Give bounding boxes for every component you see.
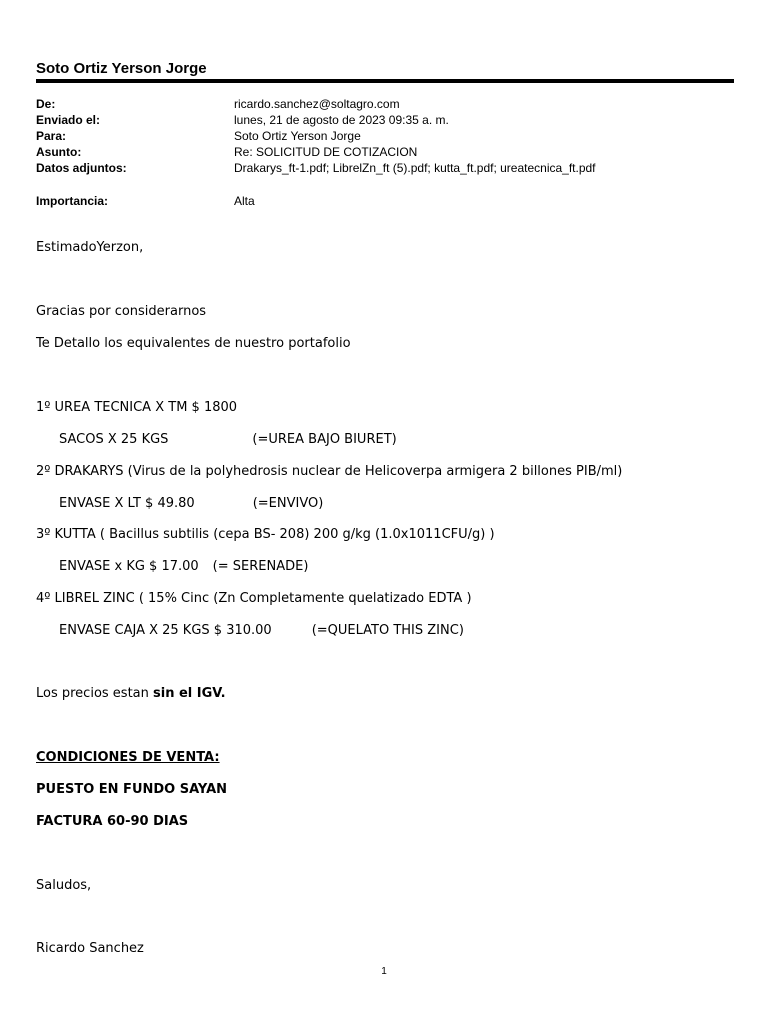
- header-label: Importancia:: [36, 194, 109, 208]
- header-label: De:: [36, 97, 56, 111]
- item-detail: ENVASE x KG $ 17.00: [59, 559, 199, 574]
- header-label: Asunto:: [36, 145, 82, 159]
- header-label: Para:: [36, 129, 67, 143]
- item-detail-line: [59, 623, 464, 639]
- item-equivalent: (=ENVIVO): [252, 496, 324, 511]
- header-subject: [36, 144, 736, 160]
- attachment-list: Drakarys_ft-1.pdf; LibrelZn_ft (5).pdf; kutta_ft.pdf; ureatecnica_ft.pdf: [234, 161, 596, 175]
- header-to: [36, 128, 736, 144]
- condition-invoice: FACTURA 60-90 DIAS: [36, 814, 189, 829]
- header-attachments: [36, 160, 736, 176]
- item-detail: ENVASE CAJA X 25 KGS $ 310.00: [59, 623, 272, 638]
- header-value: lunes, 21 de agosto de 2023 09:35 a. m.: [234, 113, 449, 127]
- header-value: Re: SOLICITUD DE COTIZACION: [234, 145, 418, 159]
- condition-delivery: PUESTO EN FUNDO SAYAN: [36, 782, 228, 797]
- item-detail: ENVASE X LT $ 49.80: [59, 496, 195, 511]
- signature: Ricardo Sanchez: [36, 941, 144, 956]
- item-detail-line: [59, 432, 397, 448]
- header-divider: [36, 79, 734, 83]
- prices-prefix: Los precios estan: [36, 686, 154, 701]
- intro-line: Te Detallo los equivalentes de nuestro portafolio: [36, 336, 351, 351]
- header-sent: [36, 112, 736, 128]
- header-importance: [36, 193, 736, 209]
- conditions-heading: CONDICIONES DE VENTA:: [36, 750, 220, 765]
- item-detail-line: [59, 559, 308, 575]
- greeting: EstimadoYerzon,: [36, 240, 144, 255]
- item-equivalent: (=QUELATO THIS ZINC): [311, 623, 464, 638]
- item-title: 2º DRAKARYS (Virus de la polyhedrosis nuclear de Helicoverpa armigera 2 billones PIB/ml): [36, 464, 623, 479]
- item-equivalent: (= SERENADE): [212, 559, 309, 574]
- prices-emphasis: sin el IGV.: [153, 686, 226, 701]
- header-value: Alta: [234, 194, 255, 208]
- item-title: 3º KUTTA ( Bacillus subtilis (cepa BS- 208) 200 g/kg (1.0x1011CFU/g) ): [36, 527, 495, 542]
- header-label: Enviado el:: [36, 113, 101, 127]
- item-title: 1º UREA TECNICA X TM $ 1800: [36, 400, 238, 415]
- prices-note: [36, 686, 226, 702]
- header-label: Datos adjuntos:: [36, 161, 127, 175]
- item-detail: SACOS X 25 KGS: [59, 432, 169, 447]
- item-equivalent: (=UREA BAJO BIURET): [252, 432, 397, 447]
- item-detail-line: [59, 496, 323, 512]
- header-value: ricardo.sanchez@soltagro.com: [234, 97, 400, 111]
- header-value: Soto Ortiz Yerson Jorge: [234, 129, 361, 143]
- header-from: [36, 96, 736, 112]
- sender-name: Soto Ortiz Yerson Jorge: [36, 60, 207, 77]
- item-title: 4º LIBREL ZINC ( 15% Cinc (Zn Completamente quelatizado EDTA ): [36, 591, 472, 606]
- closing: Saludos,: [36, 878, 92, 893]
- page-number: 1: [381, 966, 387, 977]
- thanks-line: Gracias por considerarnos: [36, 304, 207, 319]
